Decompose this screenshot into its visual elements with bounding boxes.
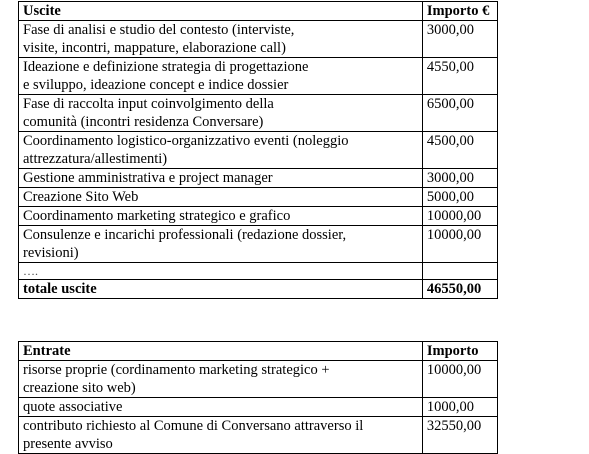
uscite-row [19, 263, 498, 280]
uscite-row-label [19, 132, 423, 169]
uscite-row-label [19, 21, 423, 58]
uscite-row-label-line: Gestione amministrativa e project manager [23, 170, 273, 186]
uscite-table-body [19, 2, 498, 299]
entrate-row [19, 417, 498, 454]
uscite-row-label-line: Coordinamento logistico-organizzativo eventi (noleggio [23, 133, 349, 149]
uscite-total-label: totale uscite [19, 280, 423, 299]
entrate-row-label-line: creazione sito web) [23, 380, 136, 396]
uscite-row-amount: 4550,00 [422, 58, 497, 95]
uscite-total-row [19, 280, 498, 299]
uscite-row-label [19, 263, 423, 280]
uscite-row-label [19, 226, 423, 263]
uscite-header-label: Uscite [19, 2, 423, 21]
entrate-row-label [19, 361, 423, 398]
uscite-row-label [19, 169, 423, 188]
entrate-row-label-line: risorse proprie (cordinamento marketing strategico + [23, 362, 330, 378]
entrate-table [18, 341, 498, 454]
uscite-row-amount: 10000,00 [422, 226, 497, 263]
uscite-row-label [19, 188, 423, 207]
uscite-table [18, 1, 498, 299]
uscite-row [19, 207, 498, 226]
entrate-row-amount: 10000,00 [422, 361, 497, 398]
entrate-row-label [19, 417, 423, 454]
uscite-row-label-line: Fase di analisi e studio del contesto (interviste, [23, 22, 295, 38]
uscite-row [19, 188, 498, 207]
uscite-row-label-line: …. [23, 264, 38, 278]
uscite-row-label-line: attrezzatura/allestimenti) [23, 151, 168, 167]
uscite-row-label-line: comunità (incontri residenza Conversare) [23, 114, 264, 130]
uscite-row-label [19, 95, 423, 132]
uscite-row-label-line: Coordinamento marketing strategico e grafico [23, 208, 291, 224]
uscite-row-amount: 4500,00 [422, 132, 497, 169]
uscite-row-label-line: Ideazione e definizione strategia di progettazione [23, 59, 309, 75]
entrate-row [19, 398, 498, 417]
entrate-row [19, 361, 498, 398]
uscite-row-label-line: e sviluppo, ideazione concept e indice dossier [23, 77, 289, 93]
uscite-row [19, 132, 498, 169]
entrate-header-row [19, 342, 498, 361]
uscite-header-amount: Importo € [422, 2, 497, 21]
uscite-row [19, 21, 498, 58]
uscite-row [19, 169, 498, 188]
uscite-row-label-line: Fase di raccolta input coinvolgimento della [23, 96, 274, 112]
uscite-total-amount: 46550,00 [422, 280, 497, 299]
uscite-row [19, 226, 498, 263]
uscite-row-amount [422, 263, 497, 280]
uscite-row [19, 95, 498, 132]
entrate-row-label [19, 398, 423, 417]
entrate-header-amount: Importo [422, 342, 497, 361]
entrate-row-amount: 1000,00 [422, 398, 497, 417]
uscite-row-amount: 5000,00 [422, 188, 497, 207]
uscite-row-amount: 3000,00 [422, 169, 497, 188]
entrate-row-label-line: contributo richiesto al Comune di Conversano attraverso il [23, 418, 364, 434]
uscite-row-label [19, 58, 423, 95]
uscite-row-label-line: visite, incontri, mappature, elaborazione call) [23, 40, 286, 56]
entrate-header-label: Entrate [19, 342, 423, 361]
uscite-row-amount: 10000,00 [422, 207, 497, 226]
uscite-row-amount: 6500,00 [422, 95, 497, 132]
entrate-table-body [19, 342, 498, 454]
uscite-row-label-line: Creazione Sito Web [23, 189, 139, 205]
uscite-row [19, 58, 498, 95]
entrate-row-label-line: presente avviso [23, 436, 113, 452]
uscite-header-row [19, 2, 498, 21]
entrate-row-amount: 32550,00 [422, 417, 497, 454]
uscite-row-label-line: Consulenze e incarichi professionali (redazione dossier, [23, 227, 347, 243]
uscite-row-label [19, 207, 423, 226]
uscite-row-amount: 3000,00 [422, 21, 497, 58]
uscite-row-label-line: revisioni) [23, 245, 79, 261]
entrate-row-label-line: quote associative [23, 399, 123, 415]
